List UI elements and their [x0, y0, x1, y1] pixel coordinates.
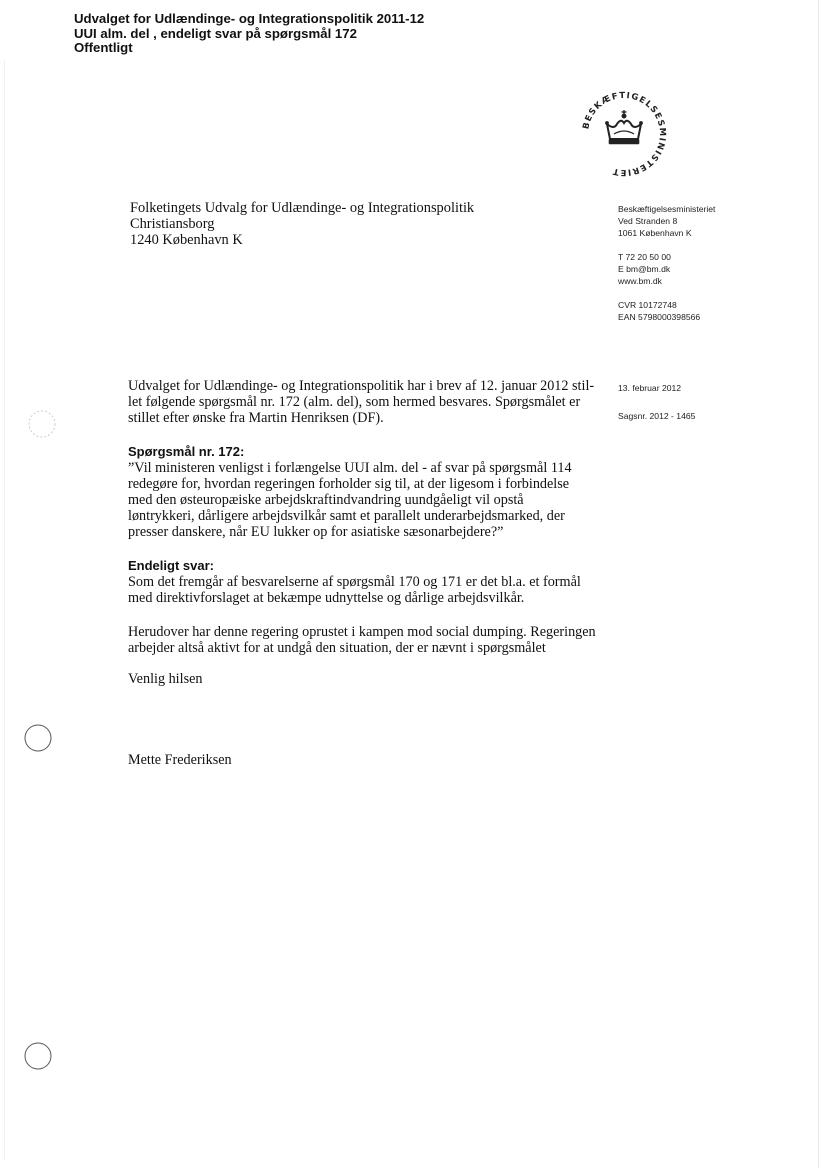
- question-line: med den østeuropæiske arbejdskraftindvandring uundgåeligt vil opstå: [128, 492, 524, 508]
- sender-website: www.bm.dk: [618, 276, 662, 286]
- sender-block: [618, 203, 715, 323]
- answer-line: Som det fremgår af besvarelserne af spørgsmål 170 og 171 er det bl.a. et formål: [128, 574, 581, 590]
- seal-lettering: BESKÆFTIGELSESMINISTERIET: [581, 90, 668, 178]
- letter-meta: [618, 382, 695, 422]
- answer-heading: Endeligt svar:: [128, 558, 214, 573]
- scan-edge-left: [4, 60, 5, 1160]
- header-status-line: Offentligt: [74, 40, 133, 55]
- answer-paragraph-1: [128, 574, 583, 606]
- punch-hole-icon: [22, 722, 54, 754]
- answer-line: arbejder altså aktivt for at undgå den situation, der er nævnt i spørgsmålet: [128, 640, 546, 656]
- question-line: ”Vil ministeren venligst i forlængelse UUI alm. del - af svar på spørgsmål 114: [128, 460, 572, 476]
- intro-line: let følgende spørgsmål nr. 172 (alm. del), som hermed besvares. Spørgsmålet er: [128, 394, 581, 410]
- letter-date: 13. februar 2012: [618, 383, 682, 393]
- intro-line: Udvalget for Udlændinge- og Integrationspolitik har i brev af 12. januar 2012 stil-: [128, 378, 595, 394]
- question-line: redegøre for, hvordan regeringen forholder sig til, at der ligesom i forbindelse: [128, 476, 570, 492]
- recipient-address: [130, 200, 474, 248]
- closing-greeting: Venlig hilsen: [128, 671, 203, 687]
- answer-paragraph-2: [128, 624, 596, 656]
- sender-cvr: CVR 10172748: [618, 300, 677, 310]
- recipient-building: Christiansborg: [130, 216, 215, 232]
- answer-line: med direktivforslaget at bekæmpe udnyttelse og dårlige arbejdsvilkår.: [128, 590, 525, 606]
- sender-street: Ved Stranden 8: [618, 216, 678, 226]
- intro-paragraph: [128, 378, 595, 426]
- sender-email: E bm@bm.dk: [618, 264, 671, 274]
- question-text: [128, 460, 583, 540]
- question-heading: Spørgsmål nr. 172:: [128, 444, 245, 459]
- answer-line: Herudover har denne regering oprustet i kampen mod social dumping. Regeringen: [128, 624, 596, 640]
- svg-text:BESKÆFTIGELSESMINISTERIET: [581, 91, 667, 177]
- recipient-name: Folketingets Udvalg for Udlændinge- og Integrationspolitik: [130, 200, 475, 216]
- header-committee-line: Udvalget for Udlændinge- og Integrationspolitik 2011-12: [74, 11, 425, 26]
- punch-hole-icon: [26, 408, 58, 440]
- ministry-seal-icon: [574, 84, 674, 184]
- scan-edge-right: [818, 0, 819, 1168]
- sender-ean: EAN 5798000398566: [618, 312, 701, 322]
- sender-name: Beskæftigelsesministeriet: [618, 204, 716, 214]
- crown-icon: [605, 110, 642, 144]
- question-line: presser danskere, når EU lukker op for asiatiske sæsonarbejdere?”: [128, 524, 504, 540]
- intro-line: stillet efter ønske fra Martin Henriksen (DF).: [128, 410, 384, 426]
- punch-hole-icon: [22, 1040, 54, 1072]
- question-line: løntrykkeri, dårligere arbejdsvilkår samt et parallelt underarbejdsmarked, der: [128, 508, 565, 524]
- header-reference-line: UUI alm. del , endeligt svar på spørgsmål 172: [74, 25, 357, 41]
- sender-city: 1061 København K: [618, 228, 692, 238]
- document-header: [74, 12, 424, 56]
- signature-name: Mette Frederiksen: [128, 752, 232, 768]
- sender-phone: T 72 20 50 00: [618, 252, 671, 262]
- case-number: Sagsnr. 2012 - 1465: [618, 411, 696, 421]
- recipient-city: 1240 København K: [130, 232, 243, 248]
